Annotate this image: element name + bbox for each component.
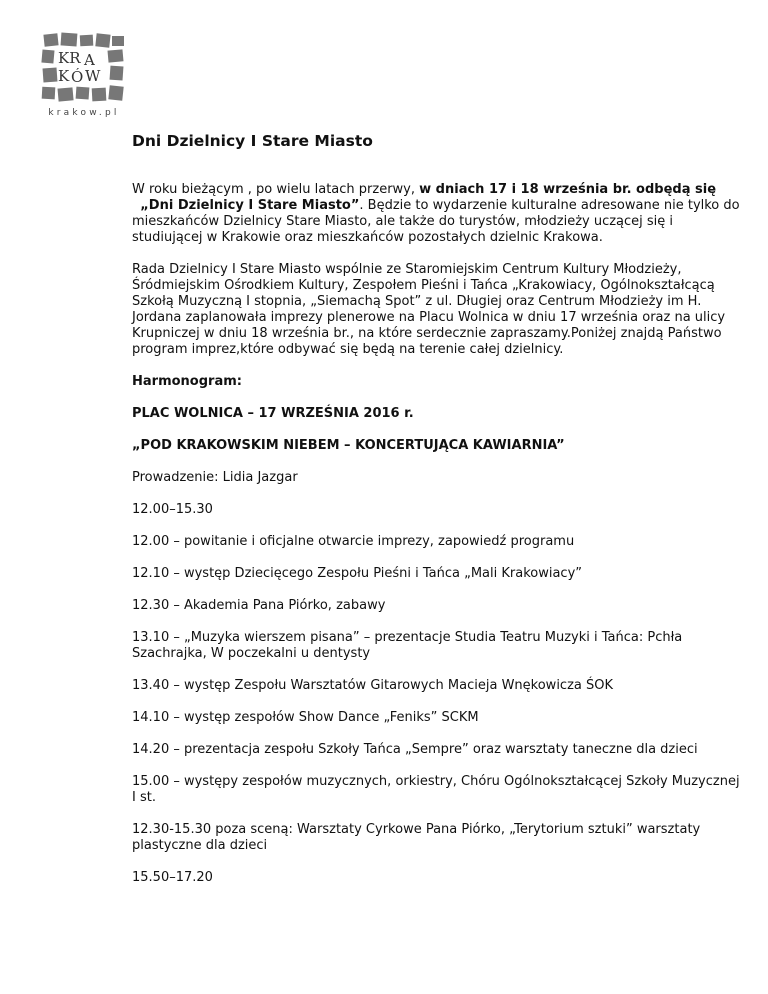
event-heading: „POD KRAKOWSKIM NIEBEM – KONCERTUJĄCA KAWIARNIA” xyxy=(132,438,565,453)
intro-bold-event: „Dni Dzielnicy I Stare Miasto” xyxy=(140,198,360,213)
logo-letters-kr: KR xyxy=(58,49,81,67)
schedule-item: 14.20 – prezentacja zespołu Szkoły Tańca „Sempre” oraz warsztaty taneczne dla dzieci xyxy=(132,742,698,757)
logo-caption: krakow.pl xyxy=(48,108,120,118)
schedule-item: 13.40 – występ Zespołu Warsztatów Gitarowych Macieja Wnękowicza ŚOK xyxy=(132,678,614,693)
schedule-item: 12.30-15.30 poza sceną: Warsztaty Cyrkowe Pana Piórko, „Terytorium sztuki” warsztaty plastyczne dla dzieci xyxy=(132,822,701,853)
schedule-item: 12.10 – występ Dziecięcego Zespołu Pieśni i Tańca „Mali Krakowiacy” xyxy=(132,566,583,581)
intro-text-1: W roku bieżącym , po wielu latach przerwy, xyxy=(132,182,420,197)
schedule-item: 12.00–15.30 xyxy=(132,502,213,517)
schedule-item: 15.50–17.20 xyxy=(132,870,213,885)
krakow-logo-mark xyxy=(38,30,130,108)
place-heading: PLAC WOLNICA – 17 WRZEŚNIA 2016 r. xyxy=(132,406,414,421)
schedule-item: 14.10 – występ zespołów Show Dance „Feniks” SCKM xyxy=(132,710,479,725)
schedule-item: 12.30 – Akademia Pana Piórko, zabawy xyxy=(132,598,386,613)
organizers-paragraph: Rada Dzielnicy I Stare Miasto wspólnie ze Staromiejskim Centrum Kultury Młodzieży, Śródmiejskim Ośrodkiem Kultury, Zespołem Pieśni i Tańca „Krakowiacy, Ogólnokształcącą Szkołą Muzyczną I stopnia, „Siemachą Spot” z ul. Długiej oraz Centrum Młodzieży im H. Jordana zaplanowała imprezy plenerowe na Placu Wolnica w dniu 17 września oraz na ulicy Krupniczej w dniu 18 września br., na które serdecznie zapraszamy.Poniżej znajdą Państwo program imprez,które odbywać się będą na terenie całej dzielnicy. xyxy=(132,262,726,357)
logo-letter-k: K xyxy=(58,67,70,85)
krakow-logo xyxy=(38,30,130,122)
document-body xyxy=(132,132,744,902)
logo-letter-w: W xyxy=(85,67,101,85)
schedule-item: 12.00 – powitanie i oficjalne otwarcie imprezy, zapowiedź programu xyxy=(132,534,575,549)
intro-bold-dates: w dniach 17 i 18 września br. odbędą się xyxy=(419,182,717,197)
logo-letter-a: A xyxy=(84,51,95,69)
logo-letter-o: Ó xyxy=(71,68,84,86)
page-title: Dni Dzielnicy I Stare Miasto xyxy=(132,132,373,150)
schedule-item: 15.00 – występy zespołów muzycznych, orkiestry, Chóru Ogólnokształcącej Szkoły Muzycznej I st. xyxy=(132,774,740,805)
schedule-item: 13.10 – „Muzyka wierszem pisana” – prezentacje Studia Teatru Muzyki i Tańca: Pchła Szachrajka, W poczekalni u dentysty xyxy=(132,630,683,661)
intro-paragraph xyxy=(132,182,744,246)
harmonogram-heading: Harmonogram: xyxy=(132,374,242,389)
intro-text-2: . Będzie to wydarzenie kulturalne adresowane nie tylko do mieszkańców Dzielnicy Stare Miasto, ale także do turystów, młodzieży uczącej się i studiującej w Krakowie oraz mieszkańców pozostałych dzielnic Krakowa. xyxy=(132,198,740,245)
host-line: Prowadzenie: Lidia Jazgar xyxy=(132,470,298,485)
